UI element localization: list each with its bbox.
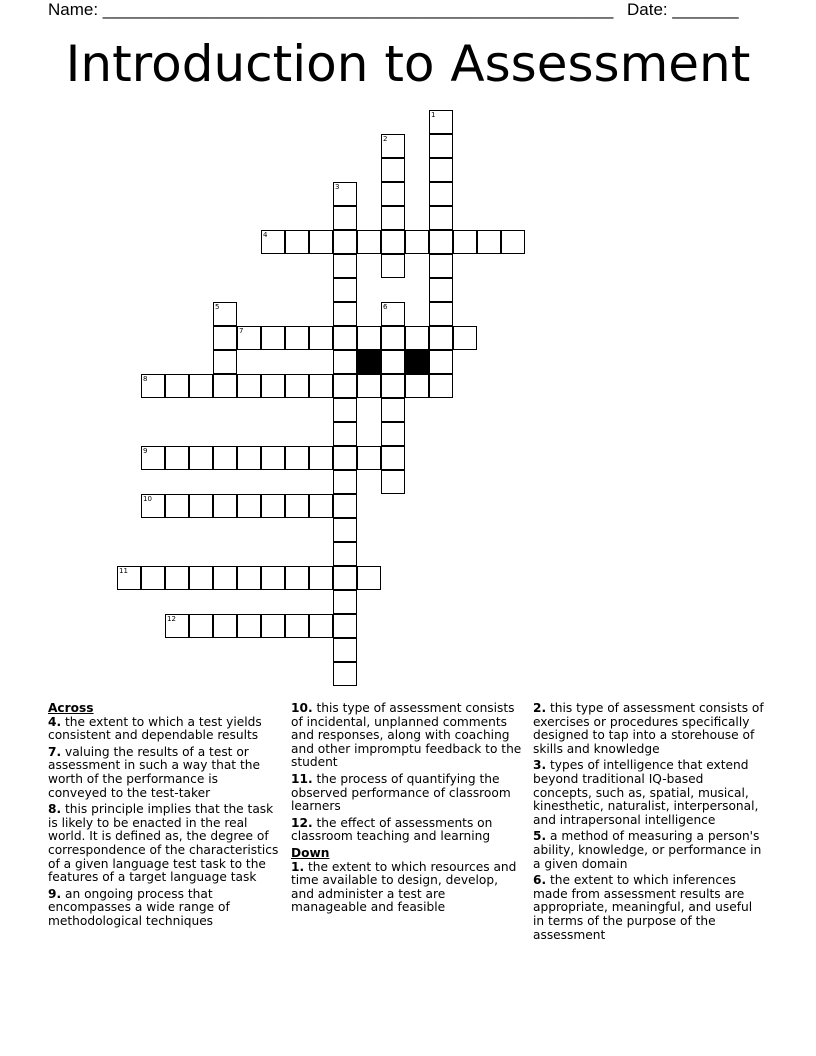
clue-item [48, 716, 280, 743]
clue-number: 8 [143, 375, 148, 383]
crossword-cell[interactable] [381, 422, 405, 446]
crossword-cell[interactable] [357, 326, 381, 350]
crossword-cell[interactable] [381, 350, 405, 374]
crossword-cell[interactable] [453, 230, 477, 254]
crossword-cell[interactable] [381, 326, 405, 350]
crossword-cell[interactable] [477, 230, 501, 254]
crossword-cell[interactable] [309, 494, 333, 518]
crossword-cell[interactable] [285, 566, 309, 590]
clue-number-label: 1. [291, 859, 305, 874]
crossword-cell[interactable] [261, 374, 285, 398]
crossword-cell[interactable] [429, 302, 453, 326]
crossword-cell[interactable] [261, 614, 285, 638]
clue-text: a method of measuring a person's ability, knowledge, or performance in a given domain [533, 829, 762, 871]
crossword-cell[interactable] [333, 446, 357, 470]
crossword-cell[interactable] [333, 638, 357, 662]
clue-column-1 [48, 702, 280, 932]
crossword-cell[interactable] [165, 614, 189, 638]
clue-number: 9 [143, 447, 148, 455]
crossword-cell[interactable] [333, 470, 357, 494]
across-clue-list-continued [291, 702, 523, 844]
clue-item [291, 817, 523, 844]
crossword-cell[interactable] [429, 374, 453, 398]
clue-text: valuing the results of a test or assessment in such a way that the worth of the performance is conveyed to the test-taker [48, 744, 260, 800]
crossword-cell[interactable] [285, 614, 309, 638]
clue-number: 1 [431, 111, 436, 119]
clue-number: 3 [335, 183, 340, 191]
crossword-cell[interactable] [285, 230, 309, 254]
crossword-cell[interactable] [405, 326, 429, 350]
crossword-cell[interactable] [333, 374, 357, 398]
crossword-cell[interactable] [381, 158, 405, 182]
crossword-cell[interactable] [261, 494, 285, 518]
crossword-cell[interactable] [357, 230, 381, 254]
clue-number: 4 [263, 231, 268, 239]
crossword-cell[interactable] [429, 230, 453, 254]
crossword-cell[interactable] [333, 662, 357, 686]
crossword-cell[interactable] [285, 494, 309, 518]
crossword-cell[interactable] [237, 326, 261, 350]
clue-number-label: 9. [48, 886, 62, 901]
crossword-cell[interactable] [237, 494, 261, 518]
crossword-cell[interactable] [189, 446, 213, 470]
crossword-cell[interactable] [429, 326, 453, 350]
crossword-cell[interactable] [381, 398, 405, 422]
crossword-cell[interactable] [405, 230, 429, 254]
clue-item [533, 759, 765, 827]
crossword-cell[interactable] [381, 374, 405, 398]
crossword-cell[interactable] [333, 614, 357, 638]
crossword-cell[interactable] [333, 350, 357, 374]
clue-number-label: 3. [533, 758, 547, 773]
crossword-cell[interactable] [213, 494, 237, 518]
crossword-cell[interactable] [165, 446, 189, 470]
crossword-cell[interactable] [285, 374, 309, 398]
crossword-cell[interactable] [189, 614, 213, 638]
clue-number-label: 8. [48, 802, 62, 817]
clue-item [291, 702, 523, 770]
crossword-cell[interactable] [213, 374, 237, 398]
page-title: Introduction to Assessment [65, 35, 751, 93]
clue-number-label: 6. [533, 873, 547, 888]
clue-text: the extent to which resources and time available to design, develop, and administer a test are manageable and feasible [291, 859, 517, 915]
crossword-cell[interactable] [141, 566, 165, 590]
crossword-cell[interactable] [333, 590, 357, 614]
crossword-cell[interactable] [333, 278, 357, 302]
crossword-cell[interactable] [333, 230, 357, 254]
crossword-cell[interactable] [165, 566, 189, 590]
crossword-cell[interactable] [237, 446, 261, 470]
crossword-cell[interactable] [141, 494, 165, 518]
crossword-cell[interactable] [381, 230, 405, 254]
crossword-cell[interactable] [309, 566, 333, 590]
crossword-cell[interactable] [237, 374, 261, 398]
clue-number: 5 [215, 303, 220, 311]
crossword-cell[interactable] [309, 374, 333, 398]
crossword-cell[interactable] [357, 374, 381, 398]
clue-item [291, 861, 523, 915]
across-heading: Across [48, 701, 94, 715]
clue-item [48, 888, 280, 929]
crossword-cell[interactable] [237, 566, 261, 590]
crossword-cell[interactable] [429, 254, 453, 278]
crossword-cell[interactable] [453, 326, 477, 350]
crossword-cell[interactable] [381, 134, 405, 158]
crossword-cell[interactable] [333, 326, 357, 350]
crossword-cell[interactable] [189, 494, 213, 518]
clue-item [48, 803, 280, 885]
clue-text: this type of assessment consists of exercises or procedures specifically designed to tap into a storehouse of skills and knowledge [533, 701, 764, 756]
crossword-cell[interactable] [429, 158, 453, 182]
crossword-cell[interactable] [357, 446, 381, 470]
clue-number: 11 [119, 567, 128, 575]
clue-number: 12 [167, 615, 176, 623]
clue-number: 7 [239, 327, 244, 335]
crossword-cell[interactable] [381, 206, 405, 230]
crossword-cell[interactable] [333, 206, 357, 230]
clue-number-label: 11. [291, 771, 313, 786]
crossword-cell[interactable] [381, 446, 405, 470]
clue-number: 10 [143, 495, 152, 503]
crossword-cell[interactable] [333, 494, 357, 518]
clue-text: this type of assessment consists of incidental, unplanned comments and responses, along with coaching and other impromptu feedback to the student [291, 701, 522, 770]
across-clue-list [48, 716, 280, 929]
clue-number: 6 [383, 303, 388, 311]
down-clue-list [291, 861, 523, 915]
crossword-cell[interactable] [333, 254, 357, 278]
crossword-cell[interactable] [237, 614, 261, 638]
date-field: Date: _______ [627, 0, 739, 19]
crossword-cell[interactable] [285, 446, 309, 470]
crossword-block [405, 350, 429, 374]
clue-number-label: 7. [48, 744, 62, 759]
crossword-cell[interactable] [117, 566, 141, 590]
crossword-cell[interactable] [381, 182, 405, 206]
crossword-cell[interactable] [381, 254, 405, 278]
clue-column-2 [291, 702, 523, 918]
clue-number-label: 4. [48, 714, 62, 729]
clue-text: types of intelligence that extend beyond traditional IQ-based concepts, such as, spatial, musical, kinesthetic, naturalist, interpersonal, and intrapersonal intelligence [533, 758, 759, 827]
crossword-cell[interactable] [333, 398, 357, 422]
clue-item [533, 874, 765, 942]
clue-text: the extent to which a test yields consistent and dependable results [48, 714, 262, 743]
clue-text: the effect of assessments on classroom teaching and learning [291, 815, 493, 844]
clue-item [291, 773, 523, 814]
clue-text: this principle implies that the task is likely to be enacted in the real world. It is defined as, the degree of correspondence of the characteristics of a given language test task to the features of a target language task [48, 802, 279, 885]
crossword-cell[interactable] [309, 230, 333, 254]
clue-item [533, 830, 765, 871]
crossword-cell[interactable] [429, 182, 453, 206]
clue-item [533, 702, 765, 756]
clue-number-label: 2. [533, 701, 547, 715]
clue-number: 2 [383, 135, 388, 143]
crossword-cell[interactable] [189, 566, 213, 590]
crossword-cell[interactable] [261, 230, 285, 254]
crossword-cell[interactable] [309, 326, 333, 350]
crossword-cell[interactable] [213, 326, 237, 350]
crossword-cell[interactable] [429, 206, 453, 230]
clue-text: the extent to which inferences made from assessment results are appropriate, meaningful, and useful in terms of the purpose of the assessment [533, 873, 753, 942]
crossword-cell[interactable] [501, 230, 525, 254]
clue-number-label: 5. [533, 829, 547, 844]
crossword-cell[interactable] [429, 350, 453, 374]
crossword-cell[interactable] [141, 374, 165, 398]
crossword-cell[interactable] [405, 374, 429, 398]
crossword-cell[interactable] [429, 278, 453, 302]
crossword-cell[interactable] [333, 302, 357, 326]
crossword-cell[interactable] [333, 422, 357, 446]
clue-text: the process of quantifying the observed performance of classroom learners [291, 771, 511, 814]
crossword-cell[interactable] [429, 110, 453, 134]
clue-item [48, 746, 280, 800]
clue-number-label: 12. [291, 815, 313, 830]
crossword-cell[interactable] [309, 446, 333, 470]
crossword-cell[interactable] [141, 446, 165, 470]
crossword-cell[interactable] [285, 326, 309, 350]
crossword-cell[interactable] [165, 494, 189, 518]
crossword-cell[interactable] [333, 542, 357, 566]
crossword-cell[interactable] [381, 470, 405, 494]
crossword-cell[interactable] [189, 374, 213, 398]
crossword-block [357, 350, 381, 374]
crossword-cell[interactable] [357, 566, 381, 590]
crossword-cell[interactable] [309, 614, 333, 638]
crossword-cell[interactable] [165, 374, 189, 398]
name-field: Name: ______________________________________________________ [48, 0, 614, 19]
clue-text: an ongoing process that encompasses a wide range of methodological techniques [48, 886, 230, 928]
crossword-cell[interactable] [261, 326, 285, 350]
crossword-cell[interactable] [429, 134, 453, 158]
crossword-cell[interactable] [213, 446, 237, 470]
clue-number-label: 10. [291, 701, 313, 715]
crossword-cell[interactable] [381, 302, 405, 326]
crossword-cell[interactable] [213, 614, 237, 638]
crossword-cell[interactable] [333, 518, 357, 542]
crossword-cell[interactable] [213, 350, 237, 374]
crossword-cell[interactable] [261, 566, 285, 590]
down-heading: Down [291, 845, 330, 860]
crossword-cell[interactable] [213, 566, 237, 590]
crossword-cell[interactable] [213, 302, 237, 326]
down-clue-list-continued [533, 702, 765, 942]
crossword-cell[interactable] [333, 182, 357, 206]
clue-column-3 [533, 702, 765, 945]
crossword-cell[interactable] [333, 566, 357, 590]
crossword-cell[interactable] [261, 446, 285, 470]
